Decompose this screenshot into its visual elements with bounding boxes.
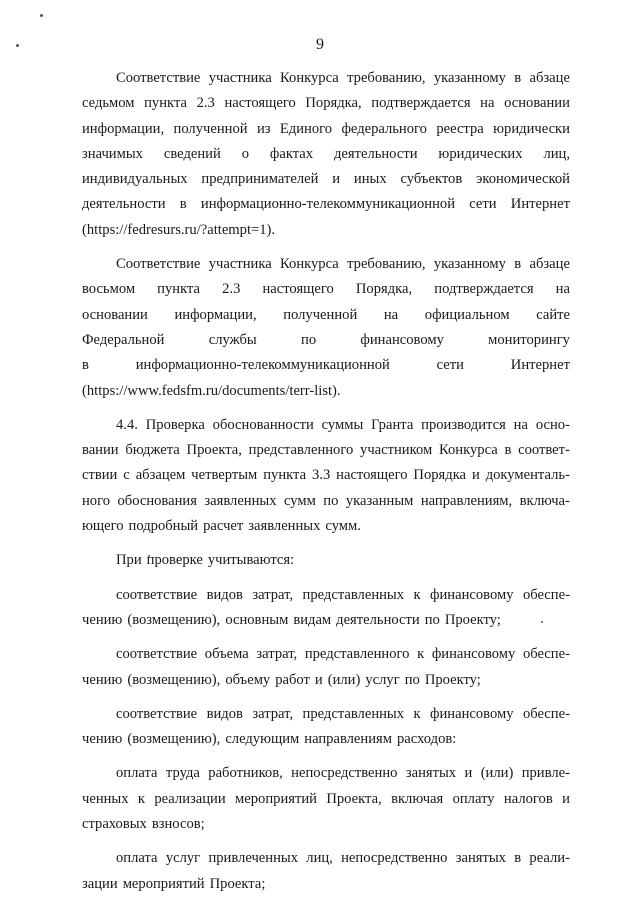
paragraph	[82, 252, 570, 404]
document-body	[82, 66, 570, 897]
paragraph	[82, 846, 570, 897]
text-line: соответствие видов затрат, представленных к финансовому обеспе-	[116, 705, 570, 722]
text-line: оплата услуг привлеченных лиц, непосредственно занятых в реали-	[116, 850, 570, 867]
text-line: ного обоснования заявленных сумм по указанным направлениям, включа-	[82, 492, 570, 509]
text-line: Соответствие участника Конкурса требованию, указанному в абзаце	[116, 70, 570, 86]
paragraph	[82, 583, 570, 634]
text-line: (https://www.fedsfm.ru/documents/terr-list).	[82, 382, 341, 399]
text-line: чению (возмещению), объему работ и (или) услуг по Проекту;	[82, 671, 481, 688]
text-line: информации, полученной из Единого федерального реестра юридически	[82, 120, 570, 137]
paragraph	[82, 413, 570, 539]
paragraph	[82, 702, 570, 753]
text-line: соответствие видов затрат, представленных к финансовому обеспе-	[116, 586, 570, 603]
paragraph	[82, 548, 570, 573]
text-line: ствии с абзацем четвертым пункта 3.3 настоящего Порядка и документаль-	[82, 467, 570, 484]
text-line: чению (возмещению), следующим направлениям расходов:	[82, 731, 457, 748]
text-line: индивидуальных предпринимателей и иных субъектов экономической	[82, 171, 570, 188]
text-line: зации мероприятий Проекта;	[82, 875, 266, 892]
text-line: Федеральной службы по финансовому мониторингу	[82, 331, 570, 348]
paragraph	[82, 642, 570, 693]
text-line: в информационно-телекоммуникационной сети Интернет	[82, 357, 570, 374]
text-line: вании бюджета Проекта, представленного участником Конкурса в соответ-	[82, 442, 570, 459]
paragraph	[82, 66, 570, 243]
text-line: восьмом пункта 2.3 настоящего Порядка, подтверждается на	[82, 281, 570, 298]
text-line: страховых взносов;	[82, 816, 205, 833]
text-line: 4.4. Проверка обоснованности суммы Гранта производится на осно-	[116, 416, 570, 433]
text-line: седьмом пункта 2.3 настоящего Порядка, подтверждается на основании	[82, 95, 570, 112]
text-line: ющего подробный расчет заявленных сумм.	[82, 518, 361, 535]
text-line: ченных к реализации мероприятий Проекта, включая оплату налогов и	[82, 790, 570, 807]
page-number: 9	[316, 36, 324, 53]
paragraph	[82, 761, 570, 837]
text-line: чению (возмещению), основным видам деятельности по Проекту;	[82, 611, 501, 628]
text-line: При проверке учитываются:	[116, 552, 295, 569]
scan-speck	[40, 14, 43, 17]
text-line: значимых сведений о фактах деятельности юридических лиц,	[82, 145, 570, 162]
text-line: деятельности в информационно-телекоммуникационной сети Интернет	[82, 196, 570, 213]
text-line: оплата труда работников, непосредственно занятых и (или) привле-	[116, 765, 570, 782]
text-line: Соответствие участника Конкурса требованию, указанному в абзаце	[116, 256, 570, 273]
text-line: (https://fedresurs.ru/?attempt=1).	[82, 221, 276, 238]
text-line: основании информации, полученной на официальном сайте	[82, 306, 570, 323]
text-line: соответствие объема затрат, представленного к финансовому обеспе-	[116, 646, 570, 663]
